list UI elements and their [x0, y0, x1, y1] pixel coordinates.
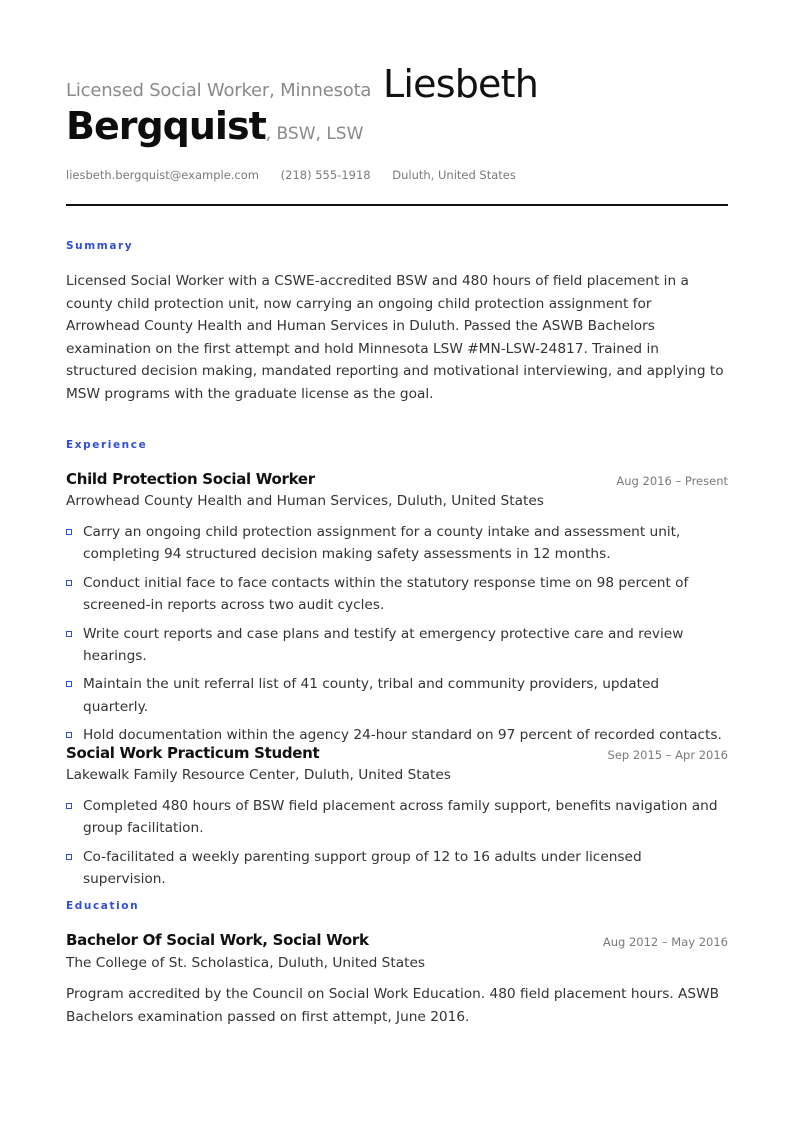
contact-info	[66, 168, 534, 182]
location: Duluth, United States	[392, 168, 516, 182]
job-organization: Arrowhead County Health and Human Services, Duluth, United States	[66, 493, 544, 509]
bullet-text: Maintain the unit referral list of 41 county, tribal and community providers, updated quarterly.	[83, 676, 660, 715]
bullet-text: Conduct initial face to face contacts within the statutory response time on 98 percent of screened-in reports across two audit cycles.	[83, 574, 689, 614]
last-name: Bergquist	[66, 104, 266, 148]
first-name: Liesbeth	[383, 62, 538, 106]
bullet-text: Hold documentation within the agency 24-hour standard on 97 percent of recorded contacts.	[83, 727, 722, 744]
bullet-square-icon	[66, 803, 72, 809]
phone[interactable]: (218) 555-1918	[280, 168, 371, 182]
school-name: The College of St. Scholastica, Duluth, United States	[66, 955, 426, 971]
credentials: , BSW, LSW	[265, 124, 364, 144]
bullet-square-icon	[66, 854, 72, 860]
education-heading: Education	[66, 900, 140, 912]
summary-heading: Summary	[66, 240, 134, 252]
name-line-2	[66, 104, 363, 148]
list-item	[66, 623, 728, 668]
job-role: Licensed Social Worker, Minnesota	[66, 80, 372, 101]
summary-text: Licensed Social Worker with a CSWE-accredited BSW and 480 hours of field placement in a county child protection unit, now carrying an ongoing child protection assignment for Arrowhead County Health and Human Services in Duluth. Passed the ASWB Bachelors examination on the first attempt and hold Minnesota LSW #MN-LSW-24817. Trained in structured decision making, mandated reporting and motivational interviewing, and applying to MSW programs with the graduate license as the goal.	[66, 273, 724, 402]
education-text: Program accredited by the Council on Social Work Education. 480 field placement hours. ASWB Bachelors examination passed on first attempt, June 2016.	[66, 986, 720, 1025]
education-date: Aug 2012 – May 2016	[602, 935, 728, 949]
job-date: Sep 2015 – Apr 2016	[607, 748, 728, 762]
job-date: Aug 2016 – Present	[616, 474, 728, 488]
degree-title: Bachelor Of Social Work, Social Work	[66, 931, 369, 949]
list-item	[66, 673, 728, 718]
experience-heading: Experience	[66, 439, 148, 451]
name-line-1	[66, 62, 728, 106]
list-item	[66, 572, 728, 617]
bullet-square-icon	[66, 580, 72, 586]
list-item	[66, 846, 728, 891]
bullet-square-icon	[66, 529, 72, 535]
job-bullets	[66, 521, 728, 753]
bullet-text: Carry an ongoing child protection assignment for a county intake and assessment unit, completing 94 structured decision making safety assessments in 12 months.	[83, 524, 681, 563]
bullet-square-icon	[66, 681, 72, 687]
bullet-text: Write court reports and case plans and testify at emergency protective care and review hearings.	[83, 625, 684, 665]
job-title: Social Work Practicum Student	[66, 744, 320, 762]
bullet-square-icon	[66, 732, 72, 738]
job-bullets	[66, 795, 728, 897]
job-organization: Lakewalk Family Resource Center, Duluth, United States	[66, 767, 451, 783]
bullet-text: Co-facilitated a weekly parenting support group of 12 to 16 adults under licensed supervision.	[83, 848, 642, 888]
bullet-square-icon	[66, 631, 72, 637]
list-item	[66, 521, 728, 566]
resume-header	[66, 62, 728, 182]
email[interactable]: liesbeth.bergquist@example.com	[66, 168, 259, 182]
job-title: Child Protection Social Worker	[66, 470, 315, 488]
bullet-text: Completed 480 hours of BSW field placement across family support, benefits navigation and group facilitation.	[83, 798, 718, 837]
list-item	[66, 795, 728, 840]
header-divider	[66, 204, 728, 206]
